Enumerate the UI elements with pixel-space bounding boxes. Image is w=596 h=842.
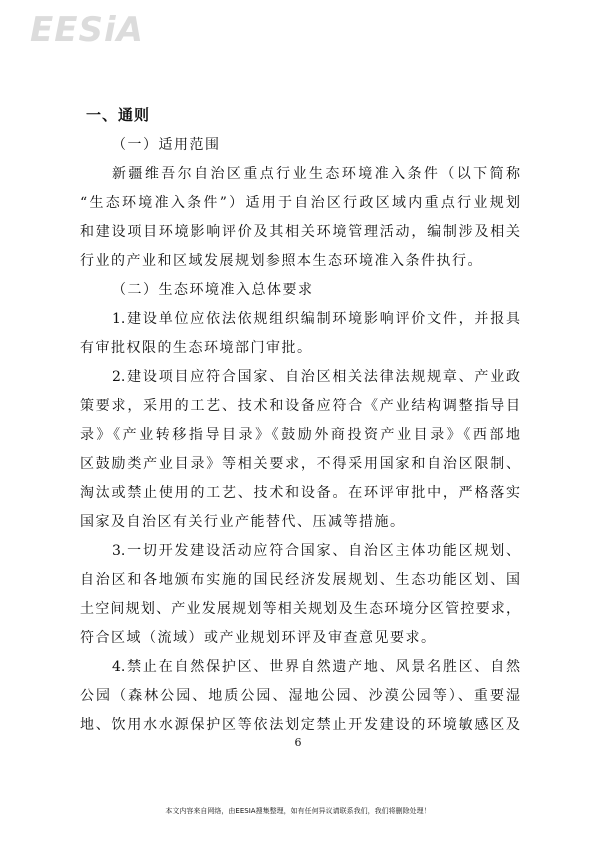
subsection-title: （二）生态环境准入总体要求 (112, 282, 314, 298)
paragraph-line: “生态环境准入条件”）适用于自治区行政区域内重点行业规划 (80, 195, 520, 211)
paragraph-line: 策要求，采用的工艺、技术和设备应符合《产业结构调整指导目 (80, 398, 520, 414)
paragraph-line: 公园（森林公园、地质公园、湿地公园、沙漠公园等）、重要湿 (80, 688, 520, 704)
paragraph-line: 地、饮用水水源保护区等依法划定禁止开发建设的环境敏感区及 (80, 717, 520, 733)
eesia-logo: EESiA (30, 10, 144, 50)
section-heading: 一、通则 (86, 106, 151, 124)
paragraph-line: 区鼓励类产业目录》等相关要求，不得采用国家和自治区限制、 (80, 456, 520, 472)
paragraph-line: 国家及自治区有关行业产能替代、压减等措施。 (80, 514, 406, 530)
paragraph-line: 新疆维吾尔自治区重点行业生态环境准入条件（以下简称 (112, 166, 520, 182)
paragraph-line: 行业的产业和区域发展规划参照本生态环境准入条件执行。 (80, 253, 483, 269)
paragraph-line: 土空间规划、产业发展规划等相关规划及生态环境分区管控要求， (80, 601, 520, 617)
paragraph-line: 有审批权限的生态环境部门审批。 (80, 340, 313, 356)
paragraph-line: 录》《产业转移指导目录》《鼓励外商投资产业目录》《西部地 (80, 427, 520, 443)
paragraph-line: 符合区域（流域）或产业规划环评及审查意见要求。 (80, 630, 437, 646)
paragraph-line: 1.建设单位应依法依规组织编制环境影响评价文件，并报具 (112, 311, 520, 327)
paragraph-line: 2.建设项目应符合国家、自治区相关法律法规规章、产业政 (112, 369, 520, 385)
page-number: 6 (294, 736, 302, 749)
paragraph-line: 3.一切开发建设活动应符合国家、自治区主体功能区规划、 (112, 543, 520, 559)
paragraph-line: 自治区和各地颁布实施的国民经济发展规划、生态功能区划、国 (80, 572, 520, 588)
paragraph-line: 和建设项目环境影响评价及其相关环境管理活动，编制涉及相关 (80, 224, 520, 240)
paragraph-line: 淘汰或禁止使用的工艺、技术和设备。在环评审批中，严格落实 (80, 485, 520, 501)
paragraph-line: 4.禁止在自然保护区、世界自然遗产地、风景名胜区、自然 (112, 659, 520, 675)
footer-disclaimer: 本文内容来自网络，由EESIA搜集整理，如有任何异议请联系我们，我们将删除处理！ (165, 807, 431, 815)
subsection-title: （一）适用范围 (112, 137, 221, 153)
